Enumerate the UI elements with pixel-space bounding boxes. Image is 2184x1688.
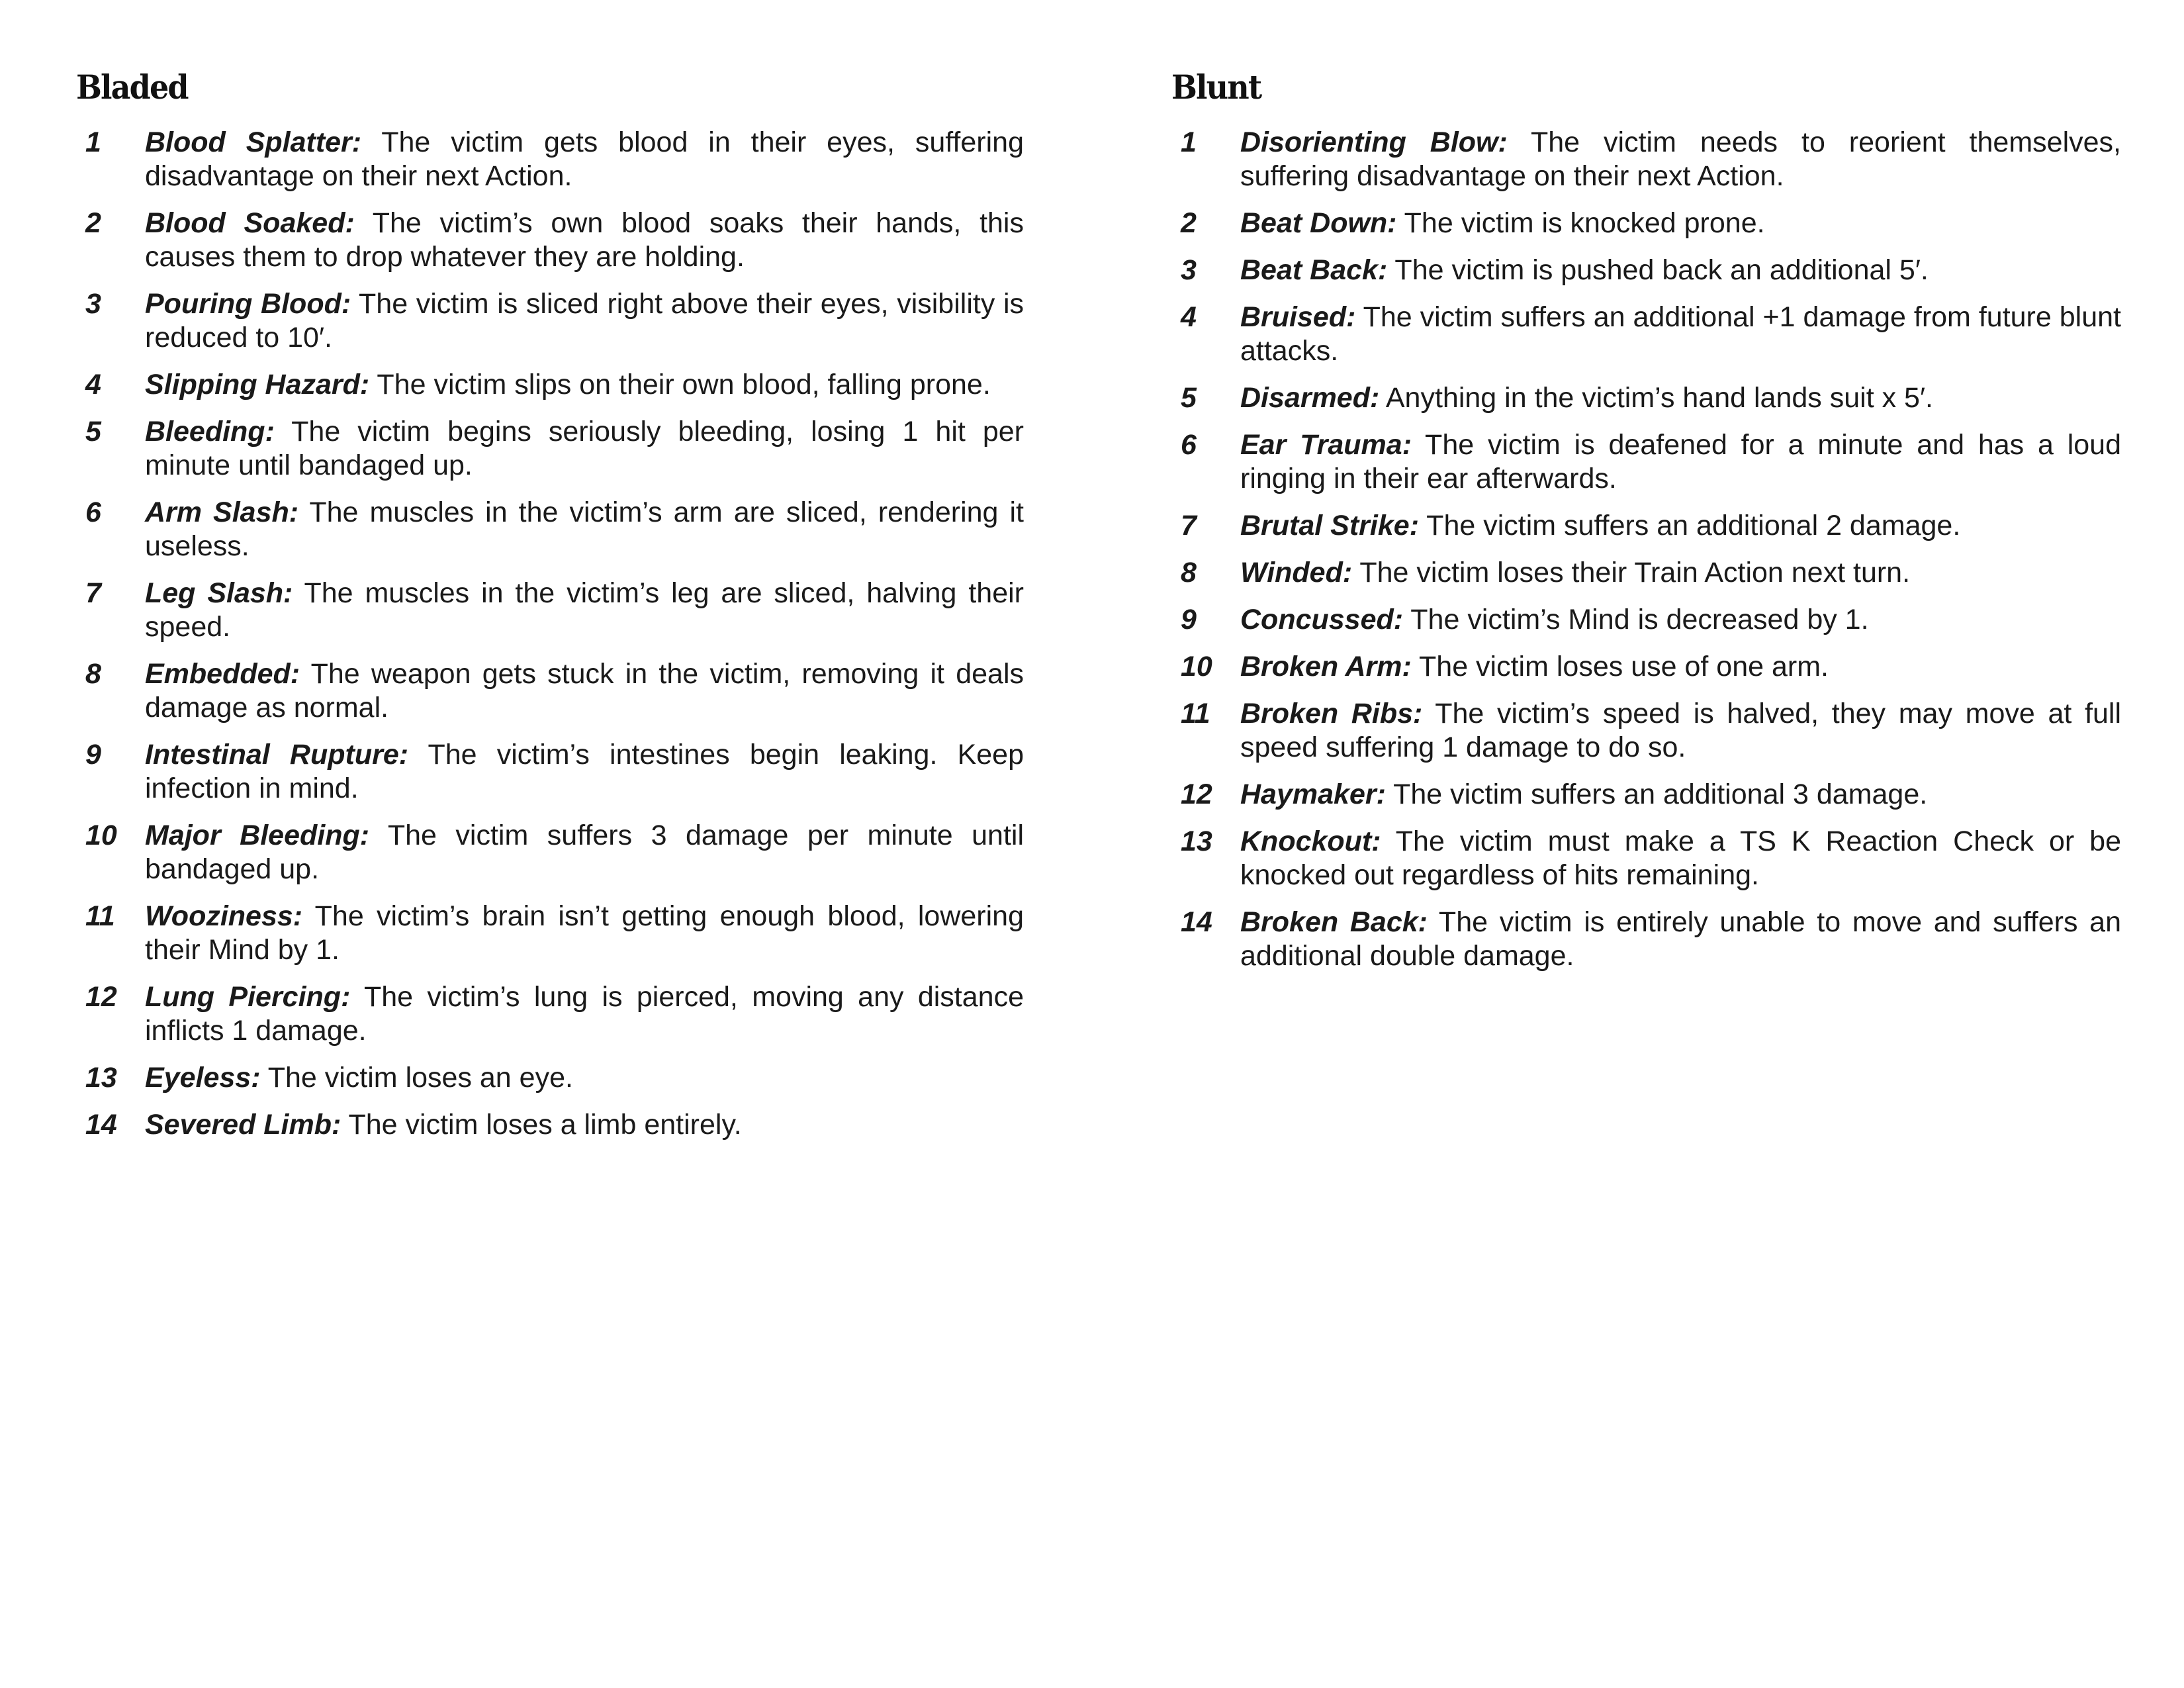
entry-body <box>145 368 1024 402</box>
entry-body <box>145 207 1024 274</box>
table-row <box>1171 381 2121 415</box>
roll-number: 2 <box>85 207 101 239</box>
effect-name: Bruised: <box>1240 301 1356 333</box>
table-row <box>76 980 1024 1048</box>
effect-name: Blood Splatter: <box>145 126 362 158</box>
effect-name: Lung Piercing: <box>145 981 351 1013</box>
effect-name: Arm Slash: <box>145 496 299 528</box>
effect-name: Brutal Strike: <box>1240 510 1420 541</box>
effect-description: The victim’s own blood soaks their hands, this causes them to drop whatever they are holding. <box>145 207 1024 273</box>
roll-number: 14 <box>1181 906 1212 938</box>
roll-number: 3 <box>85 288 101 320</box>
entry-body <box>145 738 1024 806</box>
effect-name: Knockout: <box>1240 825 1381 857</box>
table-row <box>76 287 1024 355</box>
effect-description: The victim needs to reorient themselves, suffering disadvantage on their next Action. <box>1240 126 2121 192</box>
roll-number: 5 <box>85 416 101 447</box>
effect-name: Embedded: <box>145 658 300 690</box>
effect-description: The victim is knocked prone. <box>1396 207 1765 239</box>
entry-body <box>145 657 1024 725</box>
roll-number: 9 <box>1181 604 1197 635</box>
effect-description: The victim loses a limb entirely. <box>341 1109 742 1141</box>
effect-description: The victim’s speed is halved, they may move at full speed suffering 1 damage to do so. <box>1240 698 2121 763</box>
entry-body <box>1240 603 2121 637</box>
table-row <box>76 577 1024 644</box>
table-row <box>76 207 1024 274</box>
roll-number: 6 <box>85 496 101 528</box>
effect-description: The victim is entirely unable to move and suffers an additional double damage. <box>1240 906 2121 972</box>
roll-number: 4 <box>85 369 101 400</box>
entry-body <box>145 126 1024 193</box>
entry-body <box>1240 906 2121 973</box>
entry-body <box>1240 126 2121 193</box>
roll-number: 3 <box>1181 254 1197 286</box>
effect-name: Winded: <box>1240 557 1353 588</box>
table-row <box>76 738 1024 806</box>
table-row <box>1171 650 2121 684</box>
effect-name: Blood Soaked: <box>145 207 355 239</box>
entry-body <box>1240 509 2121 543</box>
effect-name: Broken Back: <box>1240 906 1428 938</box>
entry-body <box>145 819 1024 886</box>
entry-body <box>145 1061 1024 1095</box>
effect-name: Ear Trauma: <box>1240 429 1412 461</box>
table-row <box>76 368 1024 402</box>
table-row <box>1171 509 2121 543</box>
entry-body <box>1240 207 2121 240</box>
table-row <box>1171 556 2121 590</box>
effect-description: The weapon gets stuck in the victim, removing it deals damage as normal. <box>145 658 1024 724</box>
table-row <box>76 1108 1024 1142</box>
roll-number: 11 <box>1181 698 1210 729</box>
table-row <box>76 496 1024 563</box>
table-row <box>1171 207 2121 240</box>
effect-name: Disarmed: <box>1240 382 1380 414</box>
table-row <box>1171 126 2121 193</box>
entry-body <box>1240 301 2121 368</box>
effect-description: The victim suffers an additional +1 damage from future blunt attacks. <box>1240 301 2121 367</box>
entry-body <box>145 1108 1024 1142</box>
effect-name: Leg Slash: <box>145 577 293 609</box>
effect-description: The victim’s brain isn’t getting enough blood, lowering their Mind by 1. <box>145 900 1024 966</box>
effect-description: The victim is sliced right above their eyes, visibility is reduced to 10′. <box>145 288 1024 353</box>
effect-description: The victim suffers an additional 3 damage. <box>1385 778 1928 810</box>
roll-number: 14 <box>85 1109 117 1141</box>
effect-name: Concussed: <box>1240 604 1404 635</box>
table-row <box>76 1061 1024 1095</box>
entry-body <box>145 496 1024 563</box>
effect-name: Intestinal Rupture: <box>145 739 409 771</box>
entry-body <box>1240 254 2121 287</box>
effect-description: The muscles in the victim’s leg are sliced, halving their speed. <box>145 577 1024 643</box>
effect-description: The victim slips on their own blood, falling prone. <box>369 369 991 400</box>
table-row <box>1171 603 2121 637</box>
effect-name: Bleeding: <box>145 416 275 447</box>
effect-description: The victim’s intestines begin leaking. Keep infection in mind. <box>145 739 1024 804</box>
effect-description: The victim loses an eye. <box>260 1062 573 1094</box>
entry-body <box>1240 381 2121 415</box>
roll-number: 13 <box>1181 825 1212 857</box>
effect-name: Severed Limb: <box>145 1109 341 1141</box>
roll-number: 7 <box>85 577 101 609</box>
effect-name: Broken Ribs: <box>1240 698 1423 729</box>
table-row <box>1171 254 2121 287</box>
effect-description: The victim loses use of one arm. <box>1411 651 1829 682</box>
table-row <box>76 415 1024 483</box>
effect-name: Eyeless: <box>145 1062 261 1094</box>
blunt-column <box>1171 64 2121 986</box>
entry-body <box>1240 556 2121 590</box>
roll-number: 6 <box>1181 429 1197 461</box>
effect-name: Haymaker: <box>1240 778 1386 810</box>
effect-name: Major Bleeding: <box>145 820 370 851</box>
roll-number: 10 <box>85 820 117 851</box>
table-row <box>1171 778 2121 812</box>
entry-body <box>1240 650 2121 684</box>
entry-body <box>1240 697 2121 765</box>
effect-description: The victim’s lung is pierced, moving any distance inflicts 1 damage. <box>145 981 1024 1047</box>
entry-body <box>145 287 1024 355</box>
roll-number: 8 <box>85 658 101 690</box>
roll-number: 9 <box>85 739 101 771</box>
roll-number: 8 <box>1181 557 1197 588</box>
roll-number: 13 <box>85 1062 117 1094</box>
bladed-column <box>76 64 1024 1155</box>
roll-number: 4 <box>1181 301 1197 333</box>
roll-number: 1 <box>1181 126 1197 158</box>
table-row <box>76 657 1024 725</box>
entry-body <box>1240 428 2121 496</box>
table-row <box>1171 697 2121 765</box>
bladed-table <box>76 126 1024 1142</box>
table-row <box>1171 906 2121 973</box>
effect-description: The victim suffers 3 damage per minute until bandaged up. <box>145 820 1024 885</box>
effect-name: Beat Back: <box>1240 254 1388 286</box>
blunt-table <box>1171 126 2121 973</box>
roll-number: 12 <box>85 981 117 1013</box>
effect-name: Beat Down: <box>1240 207 1397 239</box>
blunt-heading: Blunt <box>1171 68 1261 107</box>
table-row <box>76 900 1024 967</box>
effect-description: The victim is pushed back an additional 5′. <box>1387 254 1929 286</box>
roll-number: 12 <box>1181 778 1212 810</box>
roll-number: 10 <box>1181 651 1212 682</box>
effect-name: Disorienting Blow: <box>1240 126 1508 158</box>
entry-body <box>145 900 1024 967</box>
roll-number: 2 <box>1181 207 1197 239</box>
entry-body <box>145 577 1024 644</box>
entry-body <box>145 980 1024 1048</box>
effect-name: Slipping Hazard: <box>145 369 370 400</box>
table-row <box>1171 825 2121 892</box>
entry-body <box>1240 825 2121 892</box>
effect-description: The victim’s Mind is decreased by 1. <box>1403 604 1869 635</box>
entry-body <box>1240 778 2121 812</box>
effect-name: Pouring Blood: <box>145 288 351 320</box>
effect-name: Wooziness: <box>145 900 303 932</box>
effect-description: The victim suffers an additional 2 damage. <box>1419 510 1961 541</box>
effect-description: The victim must make a TS K Reaction Check or be knocked out regardless of hits remaining. <box>1240 825 2121 891</box>
roll-number: 11 <box>85 900 115 932</box>
bladed-heading: Bladed <box>76 68 188 107</box>
effect-description: The victim gets blood in their eyes, suffering disadvantage on their next Action. <box>145 126 1024 192</box>
entry-body <box>145 415 1024 483</box>
effect-name: Broken Arm: <box>1240 651 1412 682</box>
table-row <box>1171 301 2121 368</box>
table-row <box>1171 428 2121 496</box>
table-row <box>76 126 1024 193</box>
roll-number: 5 <box>1181 382 1197 414</box>
effect-description: The muscles in the victim’s arm are sliced, rendering it useless. <box>145 496 1024 562</box>
effect-description: The victim is deafened for a minute and has a loud ringing in their ear afterwards. <box>1240 429 2121 494</box>
table-row <box>76 819 1024 886</box>
roll-number: 1 <box>85 126 101 158</box>
effect-description: The victim loses their Train Action next turn. <box>1352 557 1911 588</box>
roll-number: 7 <box>1181 510 1197 541</box>
effect-description: The victim begins seriously bleeding, losing 1 hit per minute until bandaged up. <box>145 416 1024 481</box>
effect-description: Anything in the victim’s hand lands suit x 5′. <box>1379 382 1933 414</box>
